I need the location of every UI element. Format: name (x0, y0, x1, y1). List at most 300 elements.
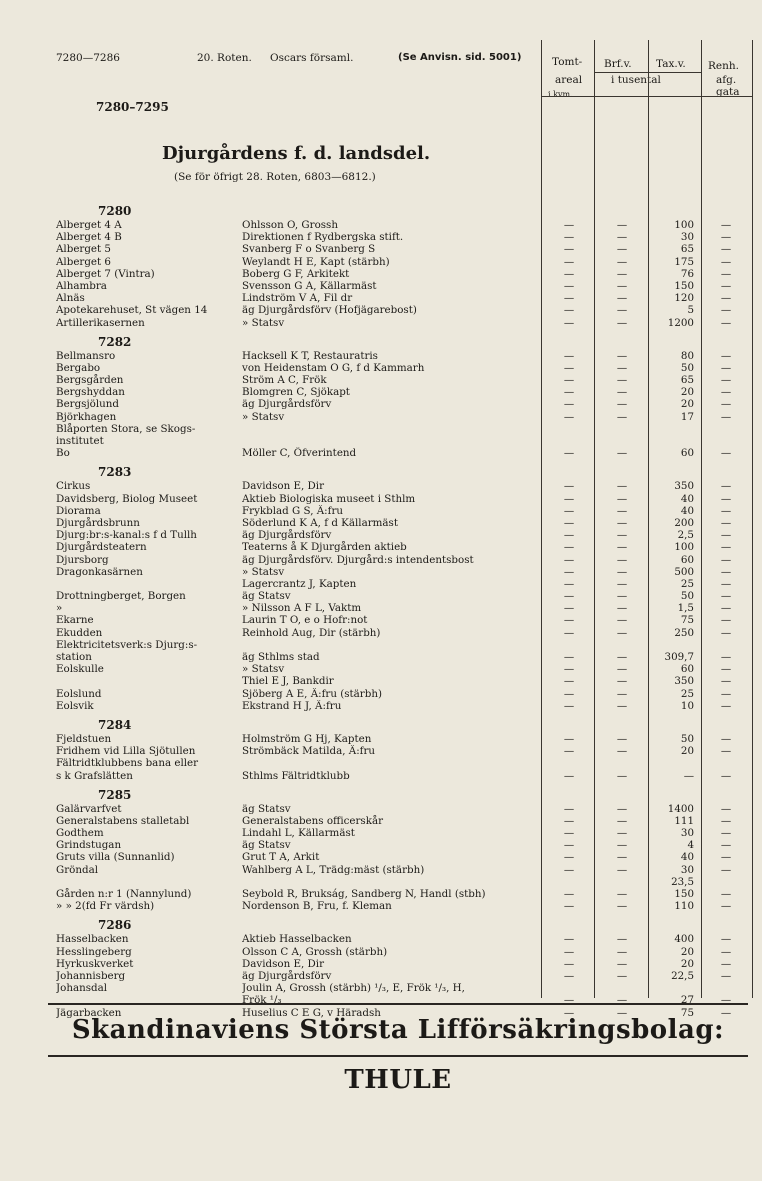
col-header-gata: gata (716, 86, 740, 98)
taxering-cell: 65 (680, 374, 694, 387)
header-rule (594, 72, 702, 73)
tomtareal-cell: — (563, 480, 575, 493)
table-row (56, 374, 756, 386)
brandforsakring-cell: — (616, 590, 628, 603)
brandforsakring-cell: — (616, 769, 628, 782)
renhallning-cell: — (720, 687, 732, 700)
address-cell: Bergsjölund (56, 398, 119, 411)
owner-cell: Joulin A, Grossh (stärbh) ¹/₃, E, Frök ¹/₃, H, (242, 982, 465, 995)
brandforsakring-cell: — (616, 802, 628, 815)
renhallning-cell: — (720, 651, 732, 663)
renhallning-cell: — (720, 316, 732, 329)
table-row (56, 317, 756, 329)
renhallning-cell: — (720, 663, 732, 676)
renhallning-cell: — (720, 900, 732, 913)
taxering-cell: 60 (680, 663, 694, 676)
taxering-cell: 75 (680, 614, 694, 627)
table-row (56, 423, 756, 435)
section-number: 7283 (98, 465, 132, 480)
header-rule (541, 96, 752, 97)
owner-cell: von Heidenstam O G, f d Kammarh (242, 361, 425, 374)
owner-cell: Blomgren C, Sjökapt (242, 386, 350, 399)
table-row (56, 268, 756, 280)
owner-cell: » Statsv (242, 663, 285, 676)
taxering-cell: 500 (674, 565, 694, 578)
taxering-cell: 150 (674, 279, 694, 292)
taxering-cell: 100 (674, 219, 694, 231)
owner-cell: äg Statsv (242, 590, 291, 603)
brandforsakring-cell: — (616, 900, 628, 913)
col-header-ikvm: i kvm. (548, 90, 573, 99)
tomtareal-cell: — (563, 529, 575, 542)
tomtareal-cell: — (563, 398, 575, 411)
owner-cell: äg Djurgårdsförv (Hofjägarebost) (242, 304, 417, 317)
taxering-cell: 50 (680, 590, 694, 603)
address-cell: Djurgårdsteatern (56, 541, 147, 554)
tomtareal-cell: — (563, 969, 575, 982)
owner-cell: äg Sthlms stad (242, 651, 320, 663)
address-cell: s k Grafslätten (56, 769, 133, 782)
address-cell: Diorama (56, 504, 101, 517)
renhallning-cell: — (720, 304, 732, 317)
brandforsakring-cell: — (616, 374, 628, 387)
tomtareal-cell: — (563, 504, 575, 517)
address-cell: Gröndal (56, 863, 99, 876)
address-cell: Godthem (56, 827, 104, 840)
tomtareal-cell: — (563, 386, 575, 399)
address-cell: Hasselbacken (56, 933, 129, 946)
col-header-tomt: Tomt- (552, 56, 583, 68)
renhallning-cell: — (720, 231, 732, 244)
renhallning-cell: — (720, 827, 732, 840)
address-cell: » » 2(fd Fr värdsh) (56, 900, 155, 913)
address-cell: Davidsberg, Biolog Museet (56, 492, 198, 505)
table-row (56, 541, 756, 553)
table-row (56, 982, 756, 994)
brandforsakring-cell: — (616, 386, 628, 399)
tomtareal-cell: — (563, 675, 575, 688)
taxering-cell: 1200 (667, 316, 694, 329)
table-row (56, 505, 756, 517)
brandforsakring-cell: — (616, 839, 628, 852)
owner-cell: äg Djurgårdsförv (242, 969, 332, 982)
address-cell: Hesslingeberg (56, 945, 132, 958)
table-row (56, 827, 756, 839)
brandforsakring-cell: — (616, 304, 628, 317)
table-row (56, 292, 756, 304)
owner-cell: äg Statsv (242, 802, 291, 815)
owner-cell: Olsson C A, Grossh (stärbh) (242, 945, 388, 958)
taxering-cell: 4 (687, 839, 694, 852)
owner-cell: äg Djurgårdsförv (242, 529, 332, 542)
address-cell: Eolsvik (56, 699, 94, 712)
table-row (56, 770, 756, 782)
owner-cell: Lagercrantz J, Kapten (242, 577, 357, 590)
section-number: 7282 (98, 334, 132, 349)
tomtareal-cell: — (563, 663, 575, 676)
renhallning-cell: — (720, 447, 732, 460)
renhallning-cell: — (720, 529, 732, 542)
tomtareal-cell: — (563, 590, 575, 603)
tomtareal-cell: — (563, 316, 575, 329)
col-header-renh: Renh. (708, 60, 739, 72)
renhallning-cell: — (720, 863, 732, 876)
table-row (56, 970, 756, 982)
renhallning-cell: — (720, 541, 732, 554)
taxering-cell: 22,5 (671, 969, 694, 982)
table-row (56, 745, 756, 757)
taxering-cell: 25 (680, 687, 694, 700)
taxering-cell: 150 (674, 888, 694, 900)
table-row (56, 578, 756, 590)
renhallning-cell: — (720, 516, 732, 529)
tomtareal-cell: — (563, 933, 575, 946)
table-row (56, 614, 756, 626)
renhallning-cell: — (720, 267, 732, 280)
table-row (56, 815, 756, 827)
owner-cell: Huselius C E G, v Häradsh (242, 1006, 381, 1019)
col-header-brf: Brf.v. (604, 58, 632, 70)
address-cell: Fjeldstuen (56, 732, 112, 745)
address-cell: Bo (56, 447, 70, 460)
table-row (56, 411, 756, 423)
owner-cell: Aktieb Hasselbacken (242, 933, 352, 946)
owner-cell: Ohlsson O, Grossh (242, 219, 338, 231)
tomtareal-cell: — (563, 492, 575, 505)
owner-cell: Svanberg F o Svanberg S (242, 243, 376, 256)
brandforsakring-cell: — (616, 292, 628, 305)
taxering-cell: 100 (674, 541, 694, 554)
taxering-cell: 20 (680, 745, 694, 758)
table-row (56, 888, 756, 900)
tomtareal-cell: — (563, 769, 575, 782)
renhallning-cell: — (720, 626, 732, 639)
address-cell: Fältridtklubbens bana eller (56, 757, 199, 770)
brandforsakring-cell: — (616, 626, 628, 639)
taxering-cell: 60 (680, 553, 694, 566)
taxering-cell: 250 (674, 626, 694, 639)
renhallning-cell: — (720, 255, 732, 268)
tomtareal-cell: — (563, 231, 575, 244)
tomtareal-cell: — (563, 732, 575, 745)
owner-cell: Grut T A, Arkit (242, 851, 320, 864)
brandforsakring-cell: — (616, 447, 628, 460)
address-cell: Gruts villa (Sunnanlid) (56, 851, 175, 864)
owner-cell: » Nilsson A F L, Vaktm (242, 602, 362, 615)
brandforsakring-cell: — (616, 541, 628, 554)
table-row (56, 803, 756, 815)
address-cell: Fridhem vid Lilla Sjötullen (56, 745, 196, 758)
section-header (56, 203, 756, 219)
tomtareal-cell: — (563, 243, 575, 256)
brandforsakring-cell: — (616, 529, 628, 542)
owner-cell: » Statsv (242, 410, 285, 423)
taxering-cell: 20 (680, 945, 694, 958)
col-header-afg: afg. (716, 74, 737, 86)
owner-cell: Weylandt H E, Kapt (stärbh) (242, 255, 390, 268)
renhallning-cell: — (720, 480, 732, 493)
table-row (56, 675, 756, 687)
address-cell: Johannisberg (56, 969, 126, 982)
brandforsakring-cell: — (616, 994, 628, 1007)
table-row (56, 839, 756, 851)
renhallning-cell: — (720, 957, 732, 970)
brandforsakring-cell: — (616, 243, 628, 256)
table-row (56, 243, 756, 255)
taxering-cell: 110 (674, 900, 694, 913)
address-cell: Dragonkasärnen (56, 565, 143, 578)
address-cell: institutet (56, 435, 104, 447)
section-header (56, 917, 756, 933)
brandforsakring-cell: — (616, 255, 628, 268)
address-cell: Jägarbacken (56, 1006, 122, 1019)
section-header (56, 787, 756, 803)
tomtareal-cell: — (563, 888, 575, 900)
renhallning-cell: — (720, 969, 732, 982)
renhallning-cell: — (720, 839, 732, 852)
taxering-cell: 30 (680, 863, 694, 876)
page-subtitle: (Se för öfrigt 28. Roten, 6803—6812.) (174, 171, 376, 183)
renhallning-cell: — (720, 504, 732, 517)
brandforsakring-cell: — (616, 969, 628, 982)
taxering-cell: 50 (680, 732, 694, 745)
renhallning-cell: — (720, 553, 732, 566)
renhallning-cell: — (720, 243, 732, 256)
table-row (56, 566, 756, 578)
taxering-cell: 309,7 (664, 651, 694, 663)
brandforsakring-cell: — (616, 504, 628, 517)
section-number: 7285 (98, 787, 132, 802)
owner-cell: Söderlund K A, f d Källarmäst (242, 516, 398, 529)
renhallning-cell: — (720, 410, 732, 423)
brandforsakring-cell: — (616, 316, 628, 329)
taxering-cell: 23,5 (671, 875, 694, 888)
taxering-cell: 111 (674, 814, 694, 827)
renhallning-cell: — (720, 349, 732, 362)
taxering-cell: 17 (680, 410, 694, 423)
brandforsakring-cell: — (616, 888, 628, 900)
tomtareal-cell: — (563, 814, 575, 827)
owner-cell: Seybold R, Brukság, Sandberg N, Handl (stbh) (242, 888, 486, 900)
brandforsakring-cell: — (616, 267, 628, 280)
address-cell: Alberget 4 A (56, 219, 122, 231)
taxering-cell: 120 (674, 292, 694, 305)
address-cell: Drottningberget, Borgen (56, 590, 186, 603)
address-cell: Cirkus (56, 480, 91, 493)
address-cell: Björkhagen (56, 410, 117, 423)
address-cell: Hyrkuskverket (56, 957, 134, 970)
renhallning-cell: — (720, 279, 732, 292)
roten-label: 20. Roten. (197, 52, 252, 64)
footer-advertisement: Skandinaviens Största Lifförsäkringsbolag: THULE (48, 1003, 748, 1057)
owner-cell: Davidson E, Dir (242, 480, 325, 493)
table-row (56, 933, 756, 945)
table-row (56, 688, 756, 700)
brandforsakring-cell: — (616, 398, 628, 411)
taxering-cell: 20 (680, 398, 694, 411)
table-row (56, 900, 756, 912)
tomtareal-cell: — (563, 851, 575, 864)
taxering-cell: 76 (680, 267, 694, 280)
brandforsakring-cell: — (616, 480, 628, 493)
taxering-cell: 50 (680, 361, 694, 374)
table-row (56, 398, 756, 410)
taxering-cell: 30 (680, 827, 694, 840)
taxering-cell: 1400 (667, 802, 694, 815)
address-cell: Alberget 7 (Vintra) (56, 267, 155, 280)
tomtareal-cell: — (563, 541, 575, 554)
brandforsakring-cell: — (616, 933, 628, 946)
renhallning-cell: — (720, 361, 732, 374)
forsamling-label: Oscars församl. (270, 52, 354, 64)
tomtareal-cell: — (563, 863, 575, 876)
renhallning-cell: — (720, 945, 732, 958)
owner-cell: Aktieb Biologiska museet i Sthlm (242, 492, 416, 505)
owner-cell: Teaterns å K Djurgården aktieb (242, 541, 407, 554)
renhallning-cell: — (720, 675, 732, 688)
renhallning-cell: — (720, 802, 732, 815)
table-row (56, 627, 756, 639)
section-header (56, 464, 756, 480)
owner-cell: äg Statsv (242, 839, 291, 852)
brandforsakring-cell: — (616, 1006, 628, 1019)
owner-cell: Direktionen f Rydbergska stift. (242, 231, 404, 244)
owner-cell: Laurin T O, e o Hofr:not (242, 614, 368, 627)
address-cell: Bergsgården (56, 374, 124, 387)
renhallning-cell: — (720, 292, 732, 305)
owner-cell: » Statsv (242, 565, 285, 578)
taxering-cell: 75 (680, 1006, 694, 1019)
owner-cell: Strömbäck Matilda, Ä:fru (242, 745, 376, 758)
owner-cell: Frök ¹/₃ (242, 994, 282, 1007)
tomtareal-cell: — (563, 802, 575, 815)
brandforsakring-cell: — (616, 516, 628, 529)
renhallning-cell: — (720, 745, 732, 758)
tomtareal-cell: — (563, 839, 575, 852)
renhallning-cell: — (720, 814, 732, 827)
table-row (56, 757, 756, 769)
brandforsakring-cell: — (616, 614, 628, 627)
brandforsakring-cell: — (616, 745, 628, 758)
section-header (56, 334, 756, 350)
table-row (56, 851, 756, 863)
owner-cell: Boberg G F, Arkitekt (242, 267, 350, 280)
address-cell: Djurg:br:s-kanal:s f d Tullh (56, 529, 197, 542)
table-row (56, 554, 756, 566)
address-cell: Alberget 6 (56, 255, 111, 268)
taxering-cell: 350 (674, 480, 694, 493)
owner-cell: Nordenson B, Fru, f. Kleman (242, 900, 392, 913)
taxering-cell: 40 (680, 504, 694, 517)
section-header (56, 717, 756, 733)
owner-cell: Davidson E, Dir (242, 957, 325, 970)
taxering-cell: 80 (680, 349, 694, 362)
owner-cell: Lindström V A, Fil dr (242, 292, 353, 305)
address-cell: Grindstugan (56, 839, 122, 852)
taxering-cell: 40 (680, 851, 694, 864)
brandforsakring-cell: — (616, 732, 628, 745)
brandforsakring-cell: — (616, 851, 628, 864)
table-row (56, 219, 756, 231)
brandforsakring-cell: — (616, 602, 628, 615)
address-cell: Alberget 5 (56, 243, 111, 256)
renhallning-cell: — (720, 219, 732, 231)
anvisning-note: (Se Anvisn. sid. 5001) (398, 52, 522, 63)
tomtareal-cell: — (563, 374, 575, 387)
tomtareal-cell: — (563, 219, 575, 231)
table-row (56, 529, 756, 541)
table-row (56, 651, 756, 663)
tomtareal-cell: — (563, 565, 575, 578)
renhallning-cell: — (720, 492, 732, 505)
brandforsakring-cell: — (616, 410, 628, 423)
address-cell: Apotekarehuset, St vägen 14 (56, 304, 208, 317)
address-cell: Elektricitetsverk:s Djurg:s- (56, 638, 198, 651)
owner-cell: Reinhold Aug, Dir (stärbh) (242, 626, 381, 639)
renhallning-cell: — (720, 398, 732, 411)
brandforsakring-cell: — (616, 957, 628, 970)
tomtareal-cell: — (563, 447, 575, 460)
owner-cell: Sjöberg A E, Ä:fru (stärbh) (242, 687, 382, 700)
owner-cell: Wahlberg A L, Trädg:mäst (stärbh) (242, 863, 425, 876)
tomtareal-cell: — (563, 349, 575, 362)
address-cell: Bergabo (56, 361, 101, 374)
table-row (56, 733, 756, 745)
taxering-cell: 27 (680, 994, 694, 1007)
taxering-cell: 2,5 (677, 529, 694, 542)
tomtareal-cell: — (563, 410, 575, 423)
section-number: 7284 (98, 717, 132, 732)
owner-cell: äg Djurgårdsförv (242, 398, 332, 411)
ledger-rows (56, 203, 756, 1024)
taxering-cell: 200 (674, 516, 694, 529)
address-cell: Alnäs (56, 292, 85, 305)
taxering-cell: 20 (680, 386, 694, 399)
tomtareal-cell: — (563, 577, 575, 590)
owner-cell: Holmström G Hj, Kapten (242, 732, 372, 745)
taxering-cell: 40 (680, 492, 694, 505)
renhallning-cell: — (720, 994, 732, 1007)
table-row (56, 639, 756, 651)
table-row (56, 350, 756, 362)
brandforsakring-cell: — (616, 945, 628, 958)
brandforsakring-cell: — (616, 651, 628, 663)
tomtareal-cell: — (563, 361, 575, 374)
renhallning-cell: — (720, 374, 732, 387)
owner-cell: Hacksell K T, Restauratris (242, 349, 378, 362)
table-row (56, 304, 756, 316)
address-cell: Eolslund (56, 687, 102, 700)
table-row (56, 280, 756, 292)
tomtareal-cell: — (563, 516, 575, 529)
table-row (56, 435, 756, 447)
address-cell: Ekudden (56, 626, 103, 639)
owner-cell: Lindahl L, Källarmäst (242, 827, 355, 840)
owner-cell: » Statsv (242, 316, 285, 329)
owner-cell: Generalstabens officerskår (242, 814, 384, 827)
owner-cell: äg Djurgårdsförv. Djurgård:s intendentsbost (242, 553, 474, 566)
section-number: 7286 (98, 918, 132, 933)
tomtareal-cell: — (563, 626, 575, 639)
brandforsakring-cell: — (616, 663, 628, 676)
tomtareal-cell: — (563, 945, 575, 958)
owner-cell: Möller C, Öfverintend (242, 447, 357, 460)
renhallning-cell: — (720, 732, 732, 745)
col-header-areal: areal (555, 74, 583, 86)
owner-cell: Sthlms Fältridtklubb (242, 769, 350, 782)
tomtareal-cell: — (563, 957, 575, 970)
table-row (56, 480, 756, 492)
